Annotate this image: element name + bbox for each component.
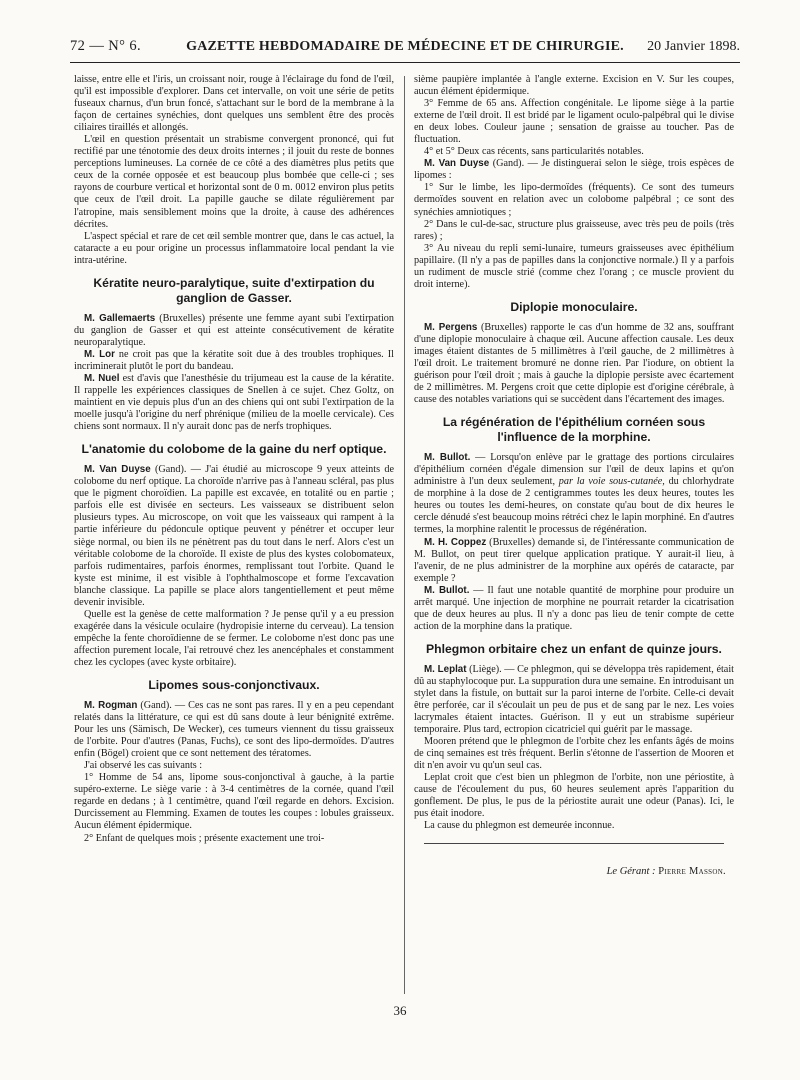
paragraph: 3° Femme de 65 ans. Affection congénitale. Le lipome siège à la partie externe de l'œil droit. Il est bridé par le ligament oculo-palpébral qui le divise en deux lobes. Couleur jaune ; sensation de graisse au toucher. Pas de fluctuation. xyxy=(414,98,734,146)
section-title: L'anatomie du colobome de la gaine du nerf optique. xyxy=(81,442,387,457)
issue-number: 72 — N° 6. xyxy=(70,38,142,54)
paragraph: Mooren prétend que le phlegmon de l'orbite chez les enfants âgés de moins de cinq semaines est très fréquent. Berlin s'étonne de l'assertion de Mooren et dit n'en avoir vu qu'un seul cas. xyxy=(414,736,734,772)
page-number: 36 xyxy=(393,1003,407,1018)
paragraph: Leplat croit que c'est bien un phlegmon de l'orbite, non une périostite, à cause de l'écoulement du pus, 60 heures seulement après l'apparition du gonflement. De plus, le pus de la périostite aurait une odeur (Panas). Ici, le pus était inodore. xyxy=(414,772,734,820)
paragraph: L'aspect spécial et rare de cet œil semble montrer que, dans le cas actuel, la cataracte a eu pour origine un processus inflammatoire local pendant la vie intra-utérine. xyxy=(74,230,394,266)
speaker-name: M. Van Duyse xyxy=(424,158,490,170)
right-column xyxy=(414,74,734,878)
paragraph xyxy=(414,585,734,633)
journal-title: GAZETTE HEBDOMADAIRE DE MÉDECINE ET DE CHIRURGIE. xyxy=(186,39,624,54)
paragraph-text: est d'avis que l'anesthésie du trijumeau est la cause de la kératite. Il rappelle les expériences classiques de Snellen à ce sujet. Chez Goltz, on maintient en vie depuis plus d'un an des chiens qui ont subi l'extirpation de la moelle jusqu'à l'origine du nerf phrénique (milieu de la moelle cervicale). Ces chiens sont normaux. Il n'y aurait donc pas de nerfs trophiques. xyxy=(74,372,394,433)
speaker-name: M. Pergens xyxy=(424,321,478,333)
paragraph xyxy=(414,322,734,406)
section-title: Kératite neuro-paralytique, suite d'extirpation du ganglion de Gasser. xyxy=(93,275,375,305)
paragraph-text: (Gand). — J'ai étudié au microscope 9 yeux atteints de colobome du nerf optique. La choroïde n'arrive pas à l'anneau scléral, pas plus que le pigment choroïdien. La papille est excavée, en totalité ou en partie ; parfois elle est divisée en secteurs. Les vaisseaux se distribuent selon plusieurs types. Au microscope, on voit que les vaisseaux qui rampent à la partie inférieure du pédoncule optique peuvent y pénétrer et occuper leur siège normal, ou bien ils ne pénètrent pas du tout dans le nerf. Alors c'est un véritable colobome de la choroïde. Il existe de plus des kystes colobomateux, parfois rudimentaires, parfois énormes, remplissant tout l'orbite. Quand le kyste est minime, il est visible à l'ophthalmoscope et forme l'excavation blanche classique. La papille se place alors tangentiellement et peut même devenir invisible. xyxy=(74,464,394,608)
paragraph xyxy=(74,373,394,433)
paragraph-text: du chlorhydrate de morphine à la dose de 2 centigrammes toutes les deux heures, toutes les heures ou toutes les demi-heures, on constate qu'au bout de dix heures le cercle dénudé s'est beaucoup moins rétréci chez le lapin morphiné. En d'autres termes, la morphine ralentit le processus de régénération. xyxy=(414,476,734,536)
issue-date: 20 Janvier 1898. xyxy=(647,39,740,54)
paragraph: 2° Dans le cul-de-sac, structure plus graisseuse, avec très peu de poils (très rares) ; xyxy=(414,218,734,242)
paragraph xyxy=(414,664,734,736)
paragraph: 1° Homme de 54 ans, lipome sous-conjonctival à gauche, à la partie supéro-externe. Le siège varie : à 3-4 centimètres de la cornée, quand l'œil regarde en dedans ; à 1 centimètre, quand l'œil regarde en dehors. Excision. Durcissement au Flemming. Examen de toutes les coupes : lobules graisseux. Aucun élément épidermique. xyxy=(74,772,394,832)
paragraph: L'œil en question présentait un strabisme convergent prononcé, qui fut rectifié par une ténotomie des deux droits internes ; il jouit du reste de bonnes perceptions lumineuses. La cornée de ce côté a des diamètres plus petits que ceux de la cornée opposée et est beaucoup plus bombée que celle-ci ; ses rayons de courbure vertical et horizontal sont de 0 m. 0012 environ plus petits que ceux de l'œil droit. La papille gauche se dilate régulièrement par l'atropine, mais sensiblement moins que la droite, à cause des adhérences décrites. xyxy=(74,134,394,230)
column-separator xyxy=(404,76,405,994)
page-header xyxy=(70,38,740,60)
paragraph xyxy=(414,158,734,182)
paragraph-text: (Liège). — Ce phlegmon, qui se développa très rapidement, était dû au staphylocoque pur. La suppuration dura une semaine. En introduisant un stylet dans la fistule, on buttait sur la paroi interne de l'orbite. Celle-ci devait être perforée, car il s'écoulait un peu de pus et de sang par le nez. Les voies lacrymales étaient intactes. Guérison. Il y eut un strabisme supérieur temporaire. Plus tard, ectropion cicatriciel qui guérit par le massage. xyxy=(414,663,734,736)
section-title: La régénération de l'épithélium cornéen sous l'influence de la morphine. xyxy=(442,415,706,445)
paragraph-text: (Bruxelles) demande si, de l'intéressante communication de M. Bullot, on peut tirer quelque application pratique. Y aurait-il lieu, à l'avenir, de ne plus administrer de la morphine aux opérés de cataracte, par exemple ? xyxy=(414,536,734,584)
paragraph: La cause du phlegmon est demeurée inconnue. xyxy=(424,820,615,832)
section-title: Lipomes sous-conjonctivaux. xyxy=(148,678,320,693)
signature xyxy=(414,866,734,878)
paragraph: laisse, entre elle et l'iris, un croissant noir, rouge à l'éclairage du fond de l'œil, qu'il est impossible d'explorer. Dans cet intervalle, on voit une série de petits fuseaux charnus, d'un brun foncé, s'attachant sur le bord de la membrane à la façon de certaines synéchies, dont quelques uns semblent être des procès ciliaires tiraillés et allongés. xyxy=(74,74,394,134)
paragraph-text: ne croit pas que la kératite soit due à des troubles trophiques. Il incriminerait plutôt le port du bandeau. xyxy=(74,348,394,372)
paragraph: 2° Enfant de quelques mois ; présente exactement une troi- xyxy=(84,832,325,844)
left-column xyxy=(74,74,394,845)
paragraph xyxy=(74,313,394,349)
paragraph xyxy=(74,464,394,609)
speaker-name: M. Gallemaerts xyxy=(84,312,156,324)
paragraph-text: (Bruxelles) rapporte le cas d'un homme de 32 ans, souffrant d'une diplopie monoculaire à chaque œil. Aucune affection causale. Les deux images étaient distantes de 5 millimètres à l'œil gauche, de 2 millimètres à l'œil droit. Le traitement bromuré ne donne rien. Par l'iodure, on obtient la guérison pour l'œil droit ; mais à gauche la diplopie persiste avec écartement de 2 millimètres. M. Pergens croit que cette diplopie est d'origine cérébrale, à cause des notables variations qui se succèdent dans l'écartement des images. xyxy=(414,321,734,406)
signature-name: Pierre Masson. xyxy=(658,865,726,877)
paragraph: 3° Au niveau du repli semi-lunaire, tumeurs graisseuses avec épithélium papillaire. (Il n'y a pas de papilles dans la conjonctive normale.) Il y a parfois un rudiment de muscle strié (comme chez l'orang ; ce muscle provient du droit interne). xyxy=(414,242,734,290)
signature-rule xyxy=(424,843,724,844)
paragraph xyxy=(74,349,394,373)
speaker-name: M. Bullot. xyxy=(424,584,470,596)
speaker-name: M. H. Coppez xyxy=(424,536,487,548)
section-title: Phlegmon orbitaire chez un enfant de quinze jours. xyxy=(426,641,722,656)
paragraph-text: (Gand). — Ces cas ne sont pas rares. Il y en a peu cependant relatés dans la littérature, ce qui est dû sans doute à leur bénignité extrême. Pour les uns (Sämisch, De Wecker), ces tumeurs viennent du tissu graisseux de l'orbite. Pour d'autres (Panas, Fuchs), ce sont des lipo-dermoïdes. D'autres enfin (Bögel) croient que ce sont nettement des tératomes. xyxy=(74,700,394,760)
paragraph: Quelle est la genèse de cette malformation ? Je pense qu'il y a eu pression exagérée dans la vésicule oculaire (hydropisie interne du cerveau). La tension empêche la fente choroïdienne de se fermer. Le colobome n'est donc pas une affection purement locale, l'ai retrouvé chez les anencéphales et constamment chez les cyclopes (avec kyste orbitaire). xyxy=(74,608,394,668)
paragraph xyxy=(74,700,394,760)
paragraph: 1° Sur le limbe, les lipo-dermoïdes (fréquents). Ce sont des tumeurs dermoïdes souvent en relation avec un colobome palpébral ; ce sont des synéchies amniotiques ; xyxy=(414,182,734,218)
paragraph: 4° et 5° Deux cas récents, sans particularités notables. xyxy=(424,146,644,158)
speaker-name: M. Leplat xyxy=(424,663,467,675)
paragraph xyxy=(414,537,734,585)
speaker-name: M. Lor xyxy=(84,348,115,360)
paragraph: sième paupière implantée à l'angle externe. Excision en V. Sur les coupes, aucun élément épidermique. xyxy=(414,74,734,98)
paragraph-text: — Il faut une notable quantité de morphine pour produire un arrêt marqué. Une injection de morphine ne pourrait retarder la cicatrisation que de deux heures au plus. Il n'y a donc pas lieu de tenir compte de cette action de la morphine dans la pratique. xyxy=(414,584,734,632)
paragraph-text: — Lorsqu'on enlève par le grattage des portions circulaires d'épithélium cornéen d'égale dimension sur l'œil de deux lapins et qu'on administre à l'un deux seulement, xyxy=(414,452,734,488)
header-rule xyxy=(70,62,740,63)
speaker-name: M. Nuel xyxy=(84,372,120,384)
speaker-name: M. Rogman xyxy=(84,700,138,712)
paragraph xyxy=(414,452,734,536)
signature-label: Le Gérant : xyxy=(606,865,656,877)
section-title: Diplopie monoculaire. xyxy=(510,299,638,314)
speaker-name: M. Bullot. xyxy=(424,452,471,464)
speaker-name: M. Van Duyse xyxy=(84,464,151,476)
paragraph: J'ai observé les cas suivants : xyxy=(84,760,203,772)
paragraph-text: (Bruxelles) présente une femme ayant subi l'extirpation du ganglion de Gasser et qui est atteinte consécutivement de kératite neuroparalytique. xyxy=(74,312,394,348)
italic-text: par la voie sous-cutanée, xyxy=(558,476,665,488)
paragraph-text: (Gand). — Je distinguerai selon le siège, trois espèces de lipomes : xyxy=(414,158,734,182)
